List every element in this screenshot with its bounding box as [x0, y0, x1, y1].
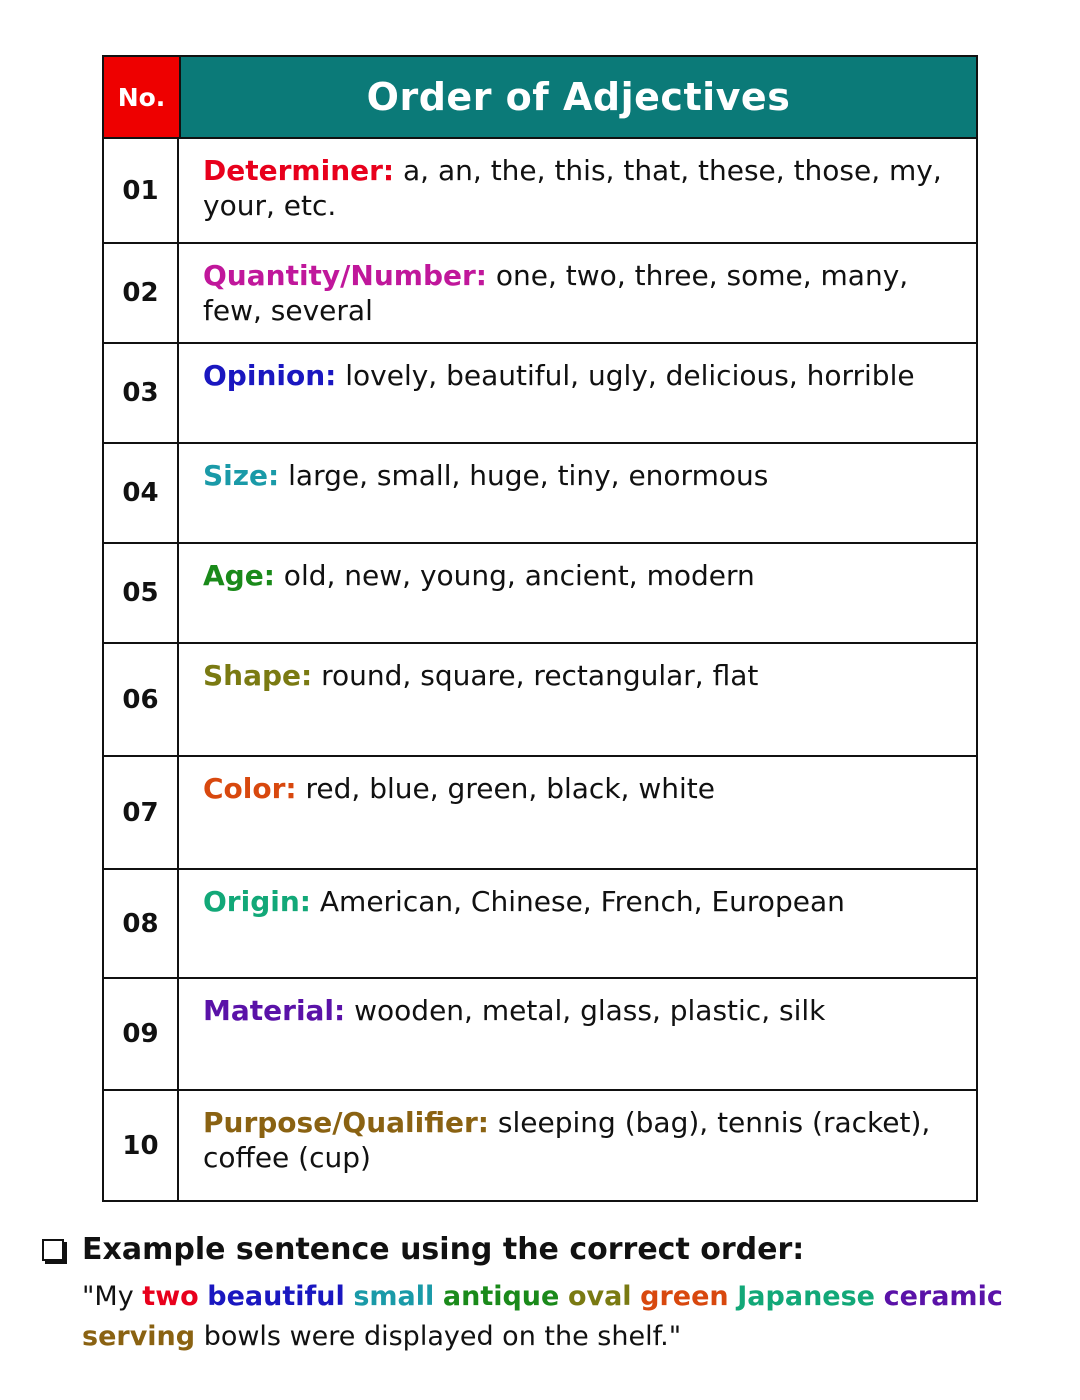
- example-section: [42, 1232, 1052, 1357]
- header-number-cell: No.: [104, 57, 181, 137]
- row-number: 04: [104, 444, 179, 542]
- row-description: [179, 139, 976, 242]
- table-row: [104, 757, 976, 870]
- sentence-adjective: green: [640, 1281, 729, 1312]
- category-label: Opinion:: [203, 359, 337, 392]
- table-row: [104, 544, 976, 644]
- table-row: [104, 344, 976, 444]
- category-examples: red, blue, green, black, white: [296, 772, 715, 805]
- row-number: 03: [104, 344, 179, 442]
- category-examples: wooden, metal, glass, plastic, silk: [345, 994, 826, 1027]
- category-label: Origin:: [203, 885, 311, 918]
- row-description: [179, 644, 976, 755]
- category-label: Shape:: [203, 659, 313, 692]
- sentence-open: "My: [82, 1281, 143, 1312]
- adjective-order-table: [102, 55, 978, 1202]
- table-row: [104, 979, 976, 1091]
- example-heading: [42, 1232, 1052, 1267]
- table-row: [104, 1091, 976, 1200]
- table-row: [104, 139, 976, 244]
- category-label: Determiner:: [203, 154, 395, 187]
- row-description: [179, 979, 976, 1089]
- category-label: Quantity/Number:: [203, 259, 487, 292]
- row-description: [179, 244, 976, 342]
- sentence-adjective: ceramic: [883, 1281, 1003, 1312]
- checkbox-bullet-icon: [42, 1239, 64, 1261]
- row-description: [179, 870, 976, 977]
- category-label: Material:: [203, 994, 346, 1027]
- row-number: 06: [104, 644, 179, 755]
- sentence-adjective: Japanese: [737, 1281, 875, 1312]
- row-number: 08: [104, 870, 179, 977]
- category-examples: old, new, young, ancient, modern: [274, 559, 755, 592]
- sentence-adjective: serving: [82, 1321, 196, 1352]
- example-sentence: [82, 1277, 1052, 1357]
- category-label: Size:: [203, 459, 280, 492]
- category-examples: round, square, rectangular, flat: [312, 659, 759, 692]
- category-examples: a, an, the, this, that, these, those, my, your, etc.: [203, 154, 942, 222]
- sentence-adjective: beautiful: [207, 1281, 345, 1312]
- table-row: [104, 444, 976, 544]
- sentence-close: bowls were displayed on the shelf.": [195, 1321, 682, 1352]
- table-row: [104, 870, 976, 979]
- row-number: 05: [104, 544, 179, 642]
- row-number: 09: [104, 979, 179, 1089]
- category-examples: American, Chinese, French, European: [310, 885, 845, 918]
- table-header: [104, 57, 976, 139]
- row-description: [179, 344, 976, 442]
- category-examples: one, two, three, some, many, few, several: [203, 259, 909, 327]
- row-number: 07: [104, 757, 179, 868]
- row-description: [179, 757, 976, 868]
- category-examples: large, small, huge, tiny, enormous: [279, 459, 769, 492]
- sentence-adjective: small: [353, 1281, 435, 1312]
- sentence-adjective: antique: [442, 1281, 560, 1312]
- row-number: 02: [104, 244, 179, 342]
- category-label: Purpose/Qualifier:: [203, 1106, 490, 1139]
- category-examples: lovely, beautiful, ugly, delicious, horrible: [336, 359, 915, 392]
- table-row: [104, 644, 976, 757]
- row-number: 10: [104, 1091, 179, 1200]
- sentence-adjective: oval: [567, 1281, 632, 1312]
- sentence-adjective: two: [142, 1281, 199, 1312]
- row-number: 01: [104, 139, 179, 242]
- table-row: [104, 244, 976, 344]
- category-label: Color:: [203, 772, 297, 805]
- example-heading-text: Example sentence using the correct order:: [82, 1232, 805, 1267]
- table-title: Order of Adjectives: [181, 57, 976, 137]
- category-examples: sleeping (bag), tennis (racket), coffee (cup): [203, 1106, 931, 1174]
- row-description: [179, 1091, 976, 1200]
- category-label: Age:: [203, 559, 275, 592]
- row-description: [179, 544, 976, 642]
- row-description: [179, 444, 976, 542]
